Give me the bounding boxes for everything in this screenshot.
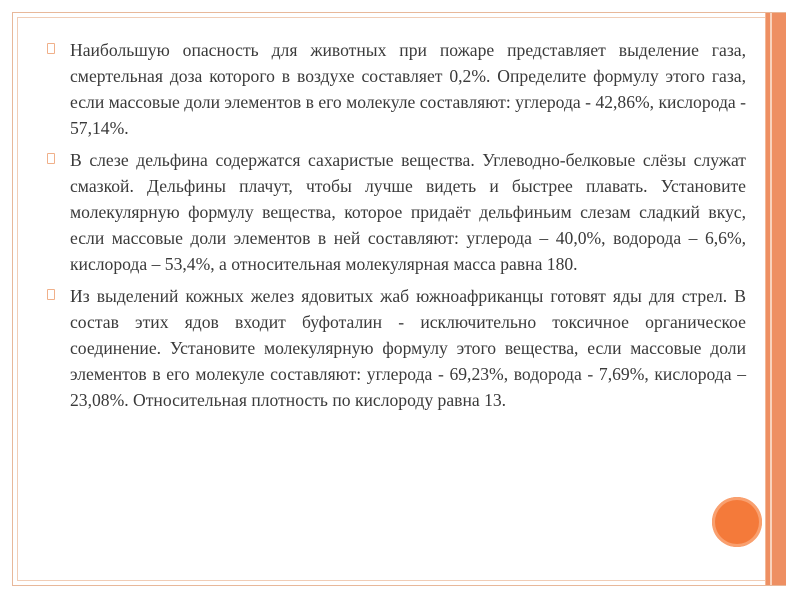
problem-paragraph-2 (46, 147, 746, 277)
bullet-icon (46, 288, 56, 300)
problem-text-2: В слезе дельфина содержатся сахаристые вещества. Углеводно-белковые слёзы служат смазкой. Дельфины плачут, чтобы лучше видеть и быстрее плавать. Установите молекулярную формулу вещества, которое придаёт дельфиньим слезам сладкий вкус, если массовые доли элементов в ней составляют: углерода – 40,0%, водорода – 6,6%, кислорода – 53,4%, а относительная молекулярная масса равна 180. (70, 150, 746, 274)
bullet-icon (46, 42, 56, 54)
problem-text-1: Наибольшую опасность для животных при пожаре представляет выделение газа, смертельная доза которого в воздухе составляет 0,2%. Определите формулу этого газа, если массовые доли элементов в его молекуле составляют: углерода - 42,86%, кислорода - 57,14%. (70, 40, 746, 138)
right-accent-bar (765, 13, 786, 585)
problem-text-3: Из выделений кожных желез ядовитых жаб южноафриканцы готовят яды для стрел. В состав этих ядов входит буфоталин - исключительно токсичное органическое соединение. Установите молекулярную формулу этого вещества, если массовые доли элементов в его молекуле составляют: углерода - 69,23%, водорода - 7,69%, кислорода – 23,08%. Относительная плотность по кислороду равна 13. (70, 286, 746, 410)
bullet-icon (46, 152, 56, 164)
problem-paragraph-1 (46, 37, 746, 141)
slide-content (46, 37, 746, 419)
problem-paragraph-3 (46, 283, 746, 413)
orange-circle-decoration (712, 497, 762, 547)
